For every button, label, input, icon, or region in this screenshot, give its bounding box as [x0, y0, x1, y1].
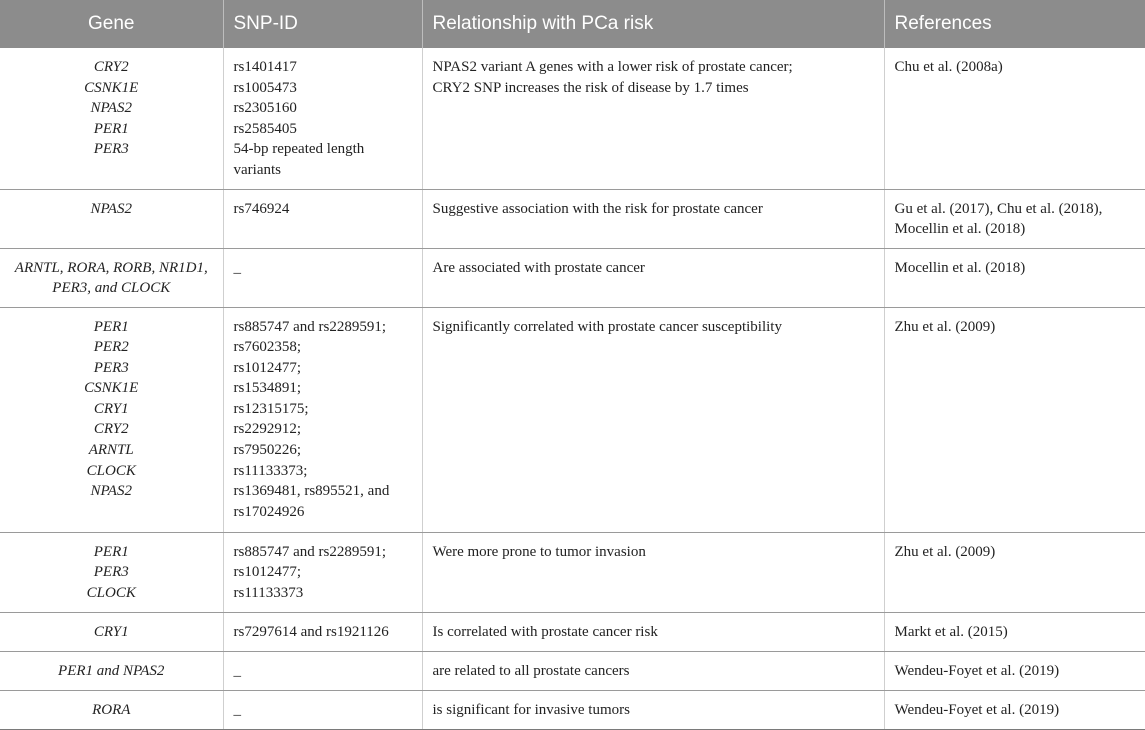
- cell-line: Markt et al. (2015): [894, 623, 1008, 640]
- cell-line: ARNTL, RORA, RORB, NR1D1,: [14, 259, 208, 276]
- cell-line: rs885747 and rs2289591;: [233, 318, 386, 335]
- snp-id-cell: [223, 532, 422, 612]
- gene-cell: [0, 48, 223, 189]
- relationship-cell: [422, 532, 884, 612]
- cell-line: PER1: [93, 318, 129, 335]
- header-relationship: Relationship with PCa risk: [422, 0, 884, 48]
- cell-line: Mocellin et al. (2018): [894, 221, 1026, 238]
- cell-line: rs1401417: [233, 59, 297, 75]
- snp-id-cell: [223, 651, 422, 690]
- relationship-cell: [422, 48, 884, 189]
- cell-line: Are associated with prostate cancer: [432, 259, 645, 276]
- gene-cell: [0, 307, 223, 532]
- gene-cell: [0, 612, 223, 651]
- cell-line: Is correlated with prostate cancer risk: [432, 623, 658, 640]
- cell-line: CSNK1E: [84, 79, 139, 96]
- references-cell: [884, 690, 1145, 729]
- snp-id-cell: [223, 48, 422, 189]
- references-cell: [884, 307, 1145, 532]
- references-cell: [884, 48, 1145, 189]
- table-body: [0, 48, 1145, 729]
- cell-line: CLOCK: [86, 462, 136, 479]
- cell-line: rs1012477;: [233, 359, 301, 376]
- cell-line: PER2: [93, 339, 129, 356]
- references-cell: [884, 532, 1145, 612]
- gene-cell: [0, 248, 223, 307]
- table-row: [0, 248, 1145, 307]
- cell-line: NPAS2: [90, 483, 132, 500]
- cell-line: rs7950226;: [233, 442, 301, 459]
- cell-line: rs7297614 and rs1921126: [233, 623, 389, 640]
- cell-line: _: [233, 662, 241, 679]
- snp-id-cell: [223, 690, 422, 729]
- cell-line: rs885747 and rs2289591;: [233, 543, 386, 560]
- header-snp-id: SNP-ID: [223, 0, 422, 48]
- gene-cell: [0, 189, 223, 248]
- cell-line: Wendeu-Foyet et al. (2019): [894, 701, 1060, 718]
- cell-line: Zhu et al. (2009): [894, 318, 996, 335]
- cell-line: Suggestive association with the risk for prostate cancer: [432, 200, 763, 217]
- table-row: [0, 189, 1145, 248]
- cell-line: CRY2 SNP increases the risk of disease by 1.7 times: [432, 79, 749, 96]
- snp-id-cell: [223, 248, 422, 307]
- table-row: [0, 48, 1145, 189]
- cell-line: variants: [233, 161, 281, 178]
- cell-line: PER3: [93, 359, 129, 376]
- cell-line: Zhu et al. (2009): [894, 543, 996, 560]
- cell-line: PER1 and NPAS2: [58, 662, 165, 679]
- cell-line: rs2292912;: [233, 421, 301, 438]
- references-cell: [884, 189, 1145, 248]
- cell-line: rs2305160: [233, 100, 297, 117]
- relationship-cell: [422, 307, 884, 532]
- cell-line: rs1534891;: [233, 380, 301, 397]
- cell-line: rs746924: [233, 200, 290, 217]
- header-references: References: [884, 0, 1145, 48]
- cell-line: CRY1: [93, 623, 129, 640]
- table-row: [0, 690, 1145, 729]
- relationship-cell: [422, 612, 884, 651]
- cell-line: PER1: [93, 120, 129, 137]
- snp-id-cell: [223, 189, 422, 248]
- references-cell: [884, 612, 1145, 651]
- table-row: [0, 651, 1145, 690]
- cell-line: Were more prone to tumor invasion: [432, 543, 646, 560]
- relationship-cell: [422, 690, 884, 729]
- cell-line: _: [233, 701, 241, 718]
- cell-line: rs1012477;: [233, 564, 301, 581]
- gene-cell: [0, 651, 223, 690]
- gene-cell: [0, 532, 223, 612]
- cell-line: are related to all prostate cancers: [432, 662, 630, 679]
- cell-line: ARNTL: [88, 442, 134, 459]
- snp-id-cell: [223, 612, 422, 651]
- cell-line: CRY1: [93, 400, 129, 417]
- cell-line: rs7602358;: [233, 339, 301, 356]
- table-row: [0, 612, 1145, 651]
- cell-line: NPAS2: [90, 200, 132, 217]
- cell-line: Chu et al. (2008a): [894, 59, 1003, 75]
- cell-line: rs2585405: [233, 120, 297, 137]
- table-row: [0, 307, 1145, 532]
- references-cell: [884, 248, 1145, 307]
- cell-line: CSNK1E: [84, 380, 139, 397]
- gene-cell: [0, 690, 223, 729]
- cell-line: CRY2: [93, 59, 129, 75]
- snp-id-cell: [223, 307, 422, 532]
- cell-line: CLOCK: [86, 584, 136, 601]
- cell-line: Gu et al. (2017), Chu et al. (2018),: [894, 200, 1103, 217]
- cell-line: Significantly correlated with prostate cancer susceptibility: [432, 318, 782, 335]
- table-row: [0, 532, 1145, 612]
- cell-line: rs1369481, rs895521, and: [233, 483, 390, 500]
- cell-line: PER1: [93, 543, 129, 560]
- relationship-cell: [422, 189, 884, 248]
- cell-line: PER3: [93, 141, 129, 158]
- relationship-cell: [422, 651, 884, 690]
- references-cell: [884, 651, 1145, 690]
- cell-line: Wendeu-Foyet et al. (2019): [894, 662, 1060, 679]
- cell-line: NPAS2: [90, 100, 132, 117]
- cell-line: rs12315175;: [233, 400, 309, 417]
- header-gene: Gene: [0, 0, 223, 48]
- cell-line: RORA: [92, 701, 131, 718]
- cell-line: PER3, and CLOCK: [52, 280, 171, 297]
- cell-line: rs11133373;: [233, 462, 308, 479]
- cell-line: is significant for invasive tumors: [432, 701, 630, 718]
- cell-line: rs17024926: [233, 503, 305, 520]
- table-header: [0, 0, 1145, 48]
- cell-line: NPAS2 variant A genes with a lower risk of prostate cancer;: [432, 59, 793, 75]
- relationship-cell: [422, 248, 884, 307]
- cell-line: rs1005473: [233, 79, 297, 96]
- cell-line: rs11133373: [233, 584, 304, 601]
- cell-line: CRY2: [93, 421, 129, 438]
- cell-line: Mocellin et al. (2018): [894, 259, 1026, 276]
- cell-line: PER3: [93, 564, 129, 581]
- cell-line: _: [233, 259, 241, 276]
- cell-line: 54-bp repeated length: [233, 141, 365, 158]
